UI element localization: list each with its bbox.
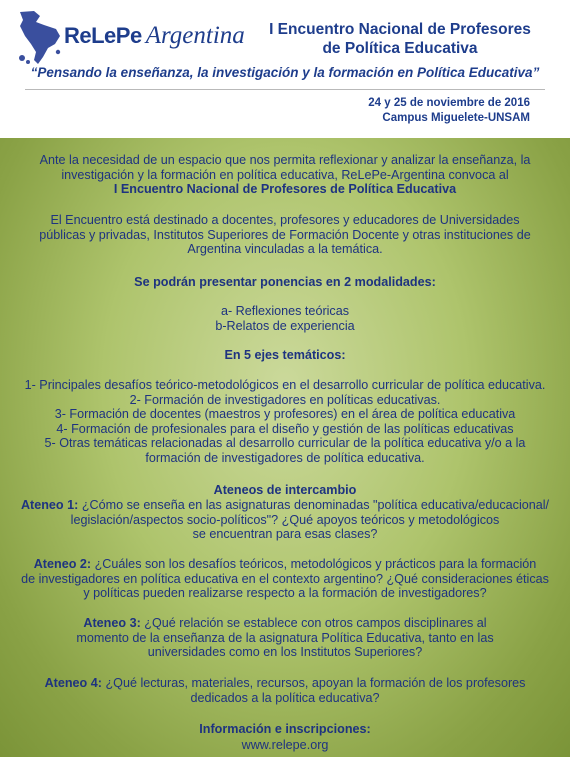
ateneo-label: Ateneo 2: <box>33 557 92 571</box>
axis-item: 5- Otras temáticas relacionadas al desarrollo curricular de la política educativa y/o a la <box>44 436 526 451</box>
intro-event-name: I Encuentro Nacional de Profesores de Política Educativa <box>113 182 457 197</box>
logo-relepe-text: ReLePe <box>64 23 142 48</box>
ateneo-line: momento de la enseñanza de la asignatura Política Educativa, tanto en las <box>76 630 494 645</box>
axis-item: 4- Formación de profesionales para el diseño y gestión de las políticas educativas <box>56 421 514 436</box>
modalities-list <box>0 304 570 333</box>
relepe-logo <box>14 8 254 66</box>
audience-paragraph <box>0 213 570 257</box>
ateneo-line <box>0 676 570 691</box>
ateneo-line: universidades como en los Institutos Superiores? <box>147 645 423 660</box>
ateneo-label: Ateneo 3: <box>83 616 141 630</box>
event-title-line-2: de Política Educativa <box>322 40 478 57</box>
ateneo-label: Ateneo 1: <box>20 498 79 512</box>
ateneo-line: dedicados a la política educativa? <box>190 690 380 705</box>
ateneo-line: de investigadores en política educativa en el contexto argentino? ¿Qué consideraciones éticas <box>21 571 549 586</box>
axes-heading: En 5 ejes temáticos: <box>224 348 346 362</box>
audience-line: El Encuentro está destinado a docentes, profesores y educadores de Universidades <box>50 213 520 227</box>
event-title-line-1: I Encuentro Nacional de Profesores <box>269 21 531 38</box>
ateneo-4 <box>0 676 570 705</box>
intro-line: Ante la necesidad de un espacio que nos permita reflexionar y analizar la enseñanza, la <box>39 153 531 167</box>
ateneo-label: Ateneo 4: <box>44 676 102 690</box>
ateneo-line <box>0 557 570 572</box>
ateneo-1 <box>0 498 570 542</box>
info-label: Información e inscripciones: <box>199 722 371 736</box>
modalities-heading: Se podrán presentar ponencias en 2 modalidades: <box>134 275 436 289</box>
ateneo-text: ¿Cuáles son los desafíos teóricos, metodológicos y prácticos para la formación <box>91 557 537 571</box>
ateneos-heading: Ateneos de intercambio <box>213 483 357 497</box>
ateneo-line: se encuentran para esas clases? <box>192 527 378 542</box>
ateneo-line: legislación/aspectos socio-políticos"? ¿Qué apoyos teóricos y metodológicos <box>70 512 500 527</box>
logo-wordmark <box>64 22 245 50</box>
audience-line: Argentina vinculadas a la temática. <box>187 242 383 257</box>
event-title <box>250 20 550 58</box>
logo-argentina-text: Argentina <box>145 22 245 49</box>
axis-item: 2- Formación de investigadores en políticas educativas. <box>129 392 441 407</box>
intro-line: investigación y la formación en política educativa, ReLePe-Argentina convoca al <box>61 167 509 182</box>
axis-item: 3- Formación de docentes (maestros y profesores) en el área de política educativa <box>54 407 516 422</box>
ateneo-text: ¿Cómo se enseña en las asignaturas denominadas "política educativa/educacional/ <box>78 498 550 512</box>
header-divider <box>25 89 545 90</box>
tagline: “Pensando la enseñanza, la investigación y la formación en Política Educativa” <box>30 65 540 80</box>
ateneo-text: ¿Qué relación se establece con otros campos disciplinares al <box>140 616 487 630</box>
website-link[interactable]: www.relepe.org <box>241 738 329 752</box>
ateneo-line: y políticas pueden realizarse respecto a la formación de investigadores? <box>83 586 487 601</box>
date-venue <box>340 96 530 126</box>
axis-item: 1- Principales desafíos teórico-metodológicos en el desarrollo curricular de política educativa. <box>24 378 546 392</box>
ateneo-line <box>0 616 570 631</box>
ateneo-3 <box>0 616 570 660</box>
event-venue: Campus Miguelete-UNSAM <box>382 112 530 124</box>
axes-list <box>0 378 570 466</box>
audience-line: públicas y privadas, Institutos Superiores de Formación Docente y otras instituciones de <box>39 227 531 242</box>
content-panel <box>0 138 570 757</box>
modality-item: b-Relatos de experiencia <box>215 318 355 333</box>
intro-paragraph <box>0 153 570 197</box>
ateneo-2 <box>0 557 570 601</box>
event-date: 24 y 25 de noviembre de 2016 <box>368 97 530 109</box>
axis-item: formación de investigadores de política educativa. <box>145 450 425 465</box>
modality-item: a- Reflexiones teóricas <box>220 304 350 318</box>
ateneo-line <box>0 498 570 513</box>
header <box>0 0 570 138</box>
ateneo-text: ¿Qué lecturas, materiales, recursos, apoyan la formación de los profesores <box>101 676 526 690</box>
